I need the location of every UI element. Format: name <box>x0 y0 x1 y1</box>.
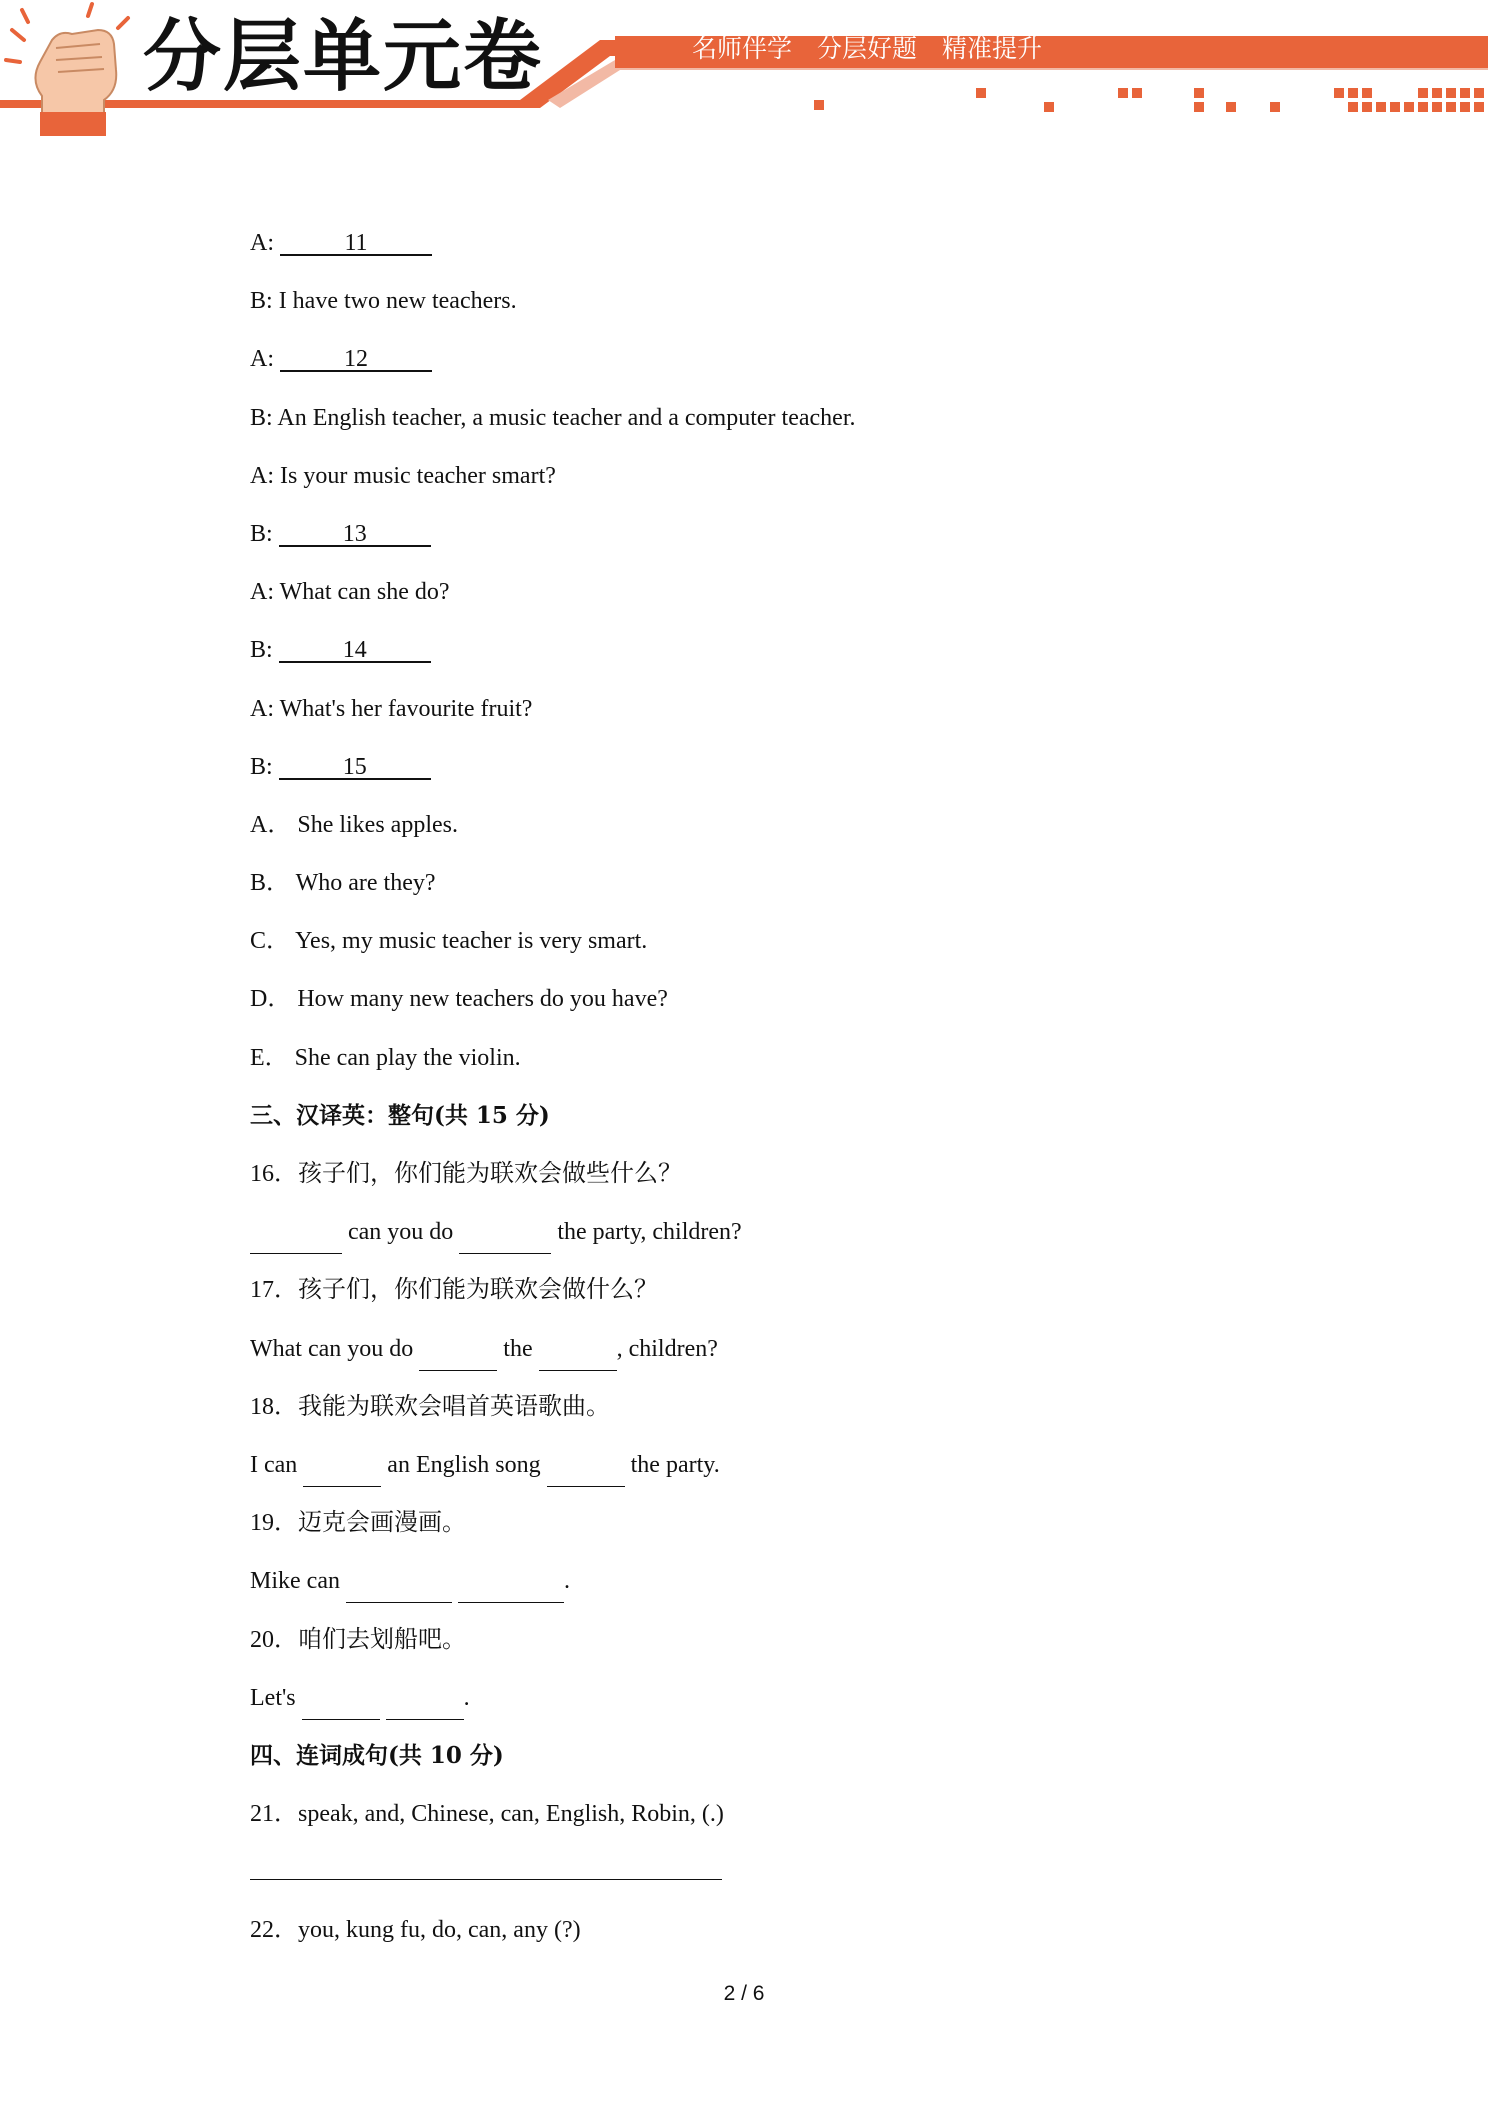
dialogue-line <box>250 222 1250 280</box>
option-letter: C． <box>250 928 291 955</box>
answer-text: the party. <box>624 1451 720 1478</box>
section-heading: 三、汉译英：整句(共 15 分) <box>250 1101 550 1129</box>
dialogue-line <box>250 513 1250 571</box>
question-answer <box>250 1444 1250 1502</box>
option-item <box>250 804 1250 862</box>
answer-text: , children? <box>616 1335 718 1362</box>
question-prompt: 18．我能为联欢会唱首英语歌曲。 <box>250 1393 610 1420</box>
option-item <box>250 1037 1250 1095</box>
answer-blank[interactable]: 12 <box>280 348 432 372</box>
speaker-label: A: <box>250 579 274 606</box>
dialogue-text: I have two new teachers. <box>278 288 517 315</box>
answer-text: What can you do <box>250 1335 420 1362</box>
option-letter: B． <box>250 870 291 897</box>
answer-line-row <box>250 1851 1250 1909</box>
page-number: 2 / 6 <box>723 1982 765 2005</box>
answer-blank[interactable] <box>250 1211 342 1254</box>
dialogue-line <box>250 338 1250 396</box>
answer-blank[interactable] <box>459 1211 551 1254</box>
dialogue-line <box>250 746 1250 804</box>
dialogue-text: What can she do? <box>279 579 450 606</box>
option-text: She likes apples. <box>297 811 458 838</box>
speaker-label: A: <box>250 462 274 489</box>
dialogue-line <box>250 280 1250 338</box>
slogan-item: 名师伴学 <box>692 34 793 63</box>
page-header <box>0 0 1488 150</box>
answer-blank[interactable] <box>302 1677 380 1720</box>
question-prompt: 19．迈克会画漫画。 <box>250 1510 466 1537</box>
page-content <box>250 222 1250 1968</box>
dialogue-line <box>250 571 1250 629</box>
slogan-item: 分层好题 <box>817 34 918 63</box>
answer-blank[interactable] <box>386 1677 464 1720</box>
option-item <box>250 920 1250 978</box>
option-item <box>250 862 1250 920</box>
option-letter: D． <box>250 986 292 1013</box>
answer-blank[interactable] <box>539 1328 617 1371</box>
speaker-label: B: <box>250 520 273 547</box>
speaker-label: B: <box>250 637 273 664</box>
option-text: She can play the violin. <box>294 1044 521 1071</box>
answer-blank[interactable]: 11 <box>280 232 432 256</box>
speaker-label: A: <box>250 346 274 373</box>
speaker-label: A: <box>250 695 274 722</box>
option-text: How many new teachers do you have? <box>297 986 668 1013</box>
section-heading: 四、连词成句(共 10 分) <box>250 1741 504 1769</box>
answer-text: can you do <box>342 1219 460 1246</box>
answer-text: Let's <box>250 1684 302 1711</box>
answer-blank[interactable] <box>303 1444 381 1487</box>
question-answer <box>250 1211 1250 1269</box>
speaker-label: B: <box>250 288 273 315</box>
dialogue-line <box>250 397 1250 455</box>
brand-title: 分层单元卷 <box>143 12 544 102</box>
question-answer <box>250 1560 1250 1618</box>
question-prompt: 17．孩子们，你们能为联欢会做什么？ <box>250 1277 658 1304</box>
dialogue-line <box>250 688 1250 746</box>
option-letter: E． <box>250 1044 289 1071</box>
answer-blank[interactable] <box>346 1560 452 1603</box>
option-letter: A． <box>250 811 292 838</box>
question-prompt: 16．孩子们，你们能为联欢会做些什么？ <box>250 1161 682 1187</box>
dialogue-text: What's her favourite fruit? <box>279 695 533 722</box>
question-prompt: 22．you, kung fu, do, can, any (?) <box>250 1917 581 1944</box>
answer-blank[interactable]: 15 <box>279 756 431 780</box>
answer-blank[interactable]: 14 <box>279 639 431 663</box>
slogan-item: 精准提升 <box>942 34 1043 63</box>
question-answer <box>250 1328 1250 1386</box>
dialogue-text: An English teacher, a music teacher and a computer teacher. <box>277 404 856 431</box>
answer-text: the party, children? <box>551 1219 742 1246</box>
speaker-label: B: <box>250 404 273 431</box>
speaker-label: B: <box>250 753 273 780</box>
option-text: Who are they? <box>295 870 436 897</box>
option-item <box>250 978 1250 1036</box>
answer-text: . <box>563 1568 570 1595</box>
question-prompt: 20．咱们去划船吧。 <box>250 1626 466 1653</box>
answer-blank[interactable] <box>547 1444 625 1487</box>
answer-line[interactable] <box>250 1851 722 1880</box>
dialogue-text: Is your music teacher smart? <box>280 462 556 489</box>
question-prompt: 21．speak, and, Chinese, can, English, Robin, (.) <box>250 1801 724 1828</box>
fist-icon <box>6 4 128 136</box>
dialogue-line <box>250 455 1250 513</box>
header-slogan <box>692 36 1067 61</box>
answer-text: . <box>463 1684 470 1711</box>
answer-blank[interactable] <box>419 1328 497 1371</box>
option-text: Yes, my music teacher is very smart. <box>295 928 648 955</box>
answer-text: the <box>497 1335 539 1362</box>
question-answer <box>250 1677 1250 1735</box>
answer-blank[interactable] <box>458 1560 564 1603</box>
dialogue-line <box>250 629 1250 687</box>
answer-text: I can <box>250 1451 304 1478</box>
answer-text: Mike can <box>250 1568 346 1595</box>
answer-text: an English song <box>381 1451 547 1478</box>
speaker-label: A: <box>250 230 274 256</box>
answer-blank[interactable]: 13 <box>279 523 431 547</box>
